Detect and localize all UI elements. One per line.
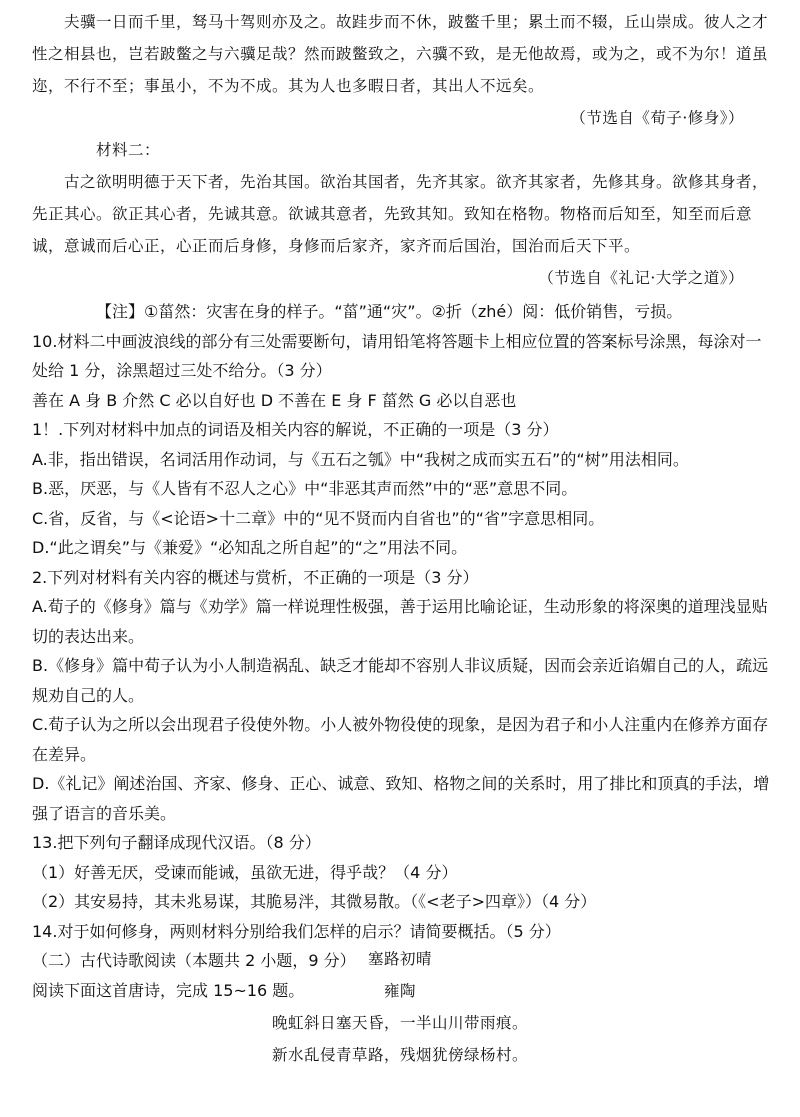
q14-stem: 14.对于如何修身，两则材料分别给我们怎样的启示？请简要概括。（5 分） [32,921,561,941]
material1-source: （节选自《荀子·修身》） [570,109,744,127]
q11-option-a: A.非，指出错误，名词活用作动词，与《五石之瓠》中“我树之成而实五石”的“树”用法相同。 [32,449,689,469]
section2-instruction: 阅读下面这首唐诗，完成 15~16 题。 [32,980,305,1000]
q13-sentence-1: （1）好善无厌，受谏而能诫，虽欲无进，得乎哉？（4 分） [32,862,458,882]
q12-option-d: D.《礼记》阐述治国、齐家、修身、正心、诚意、致知、格物之间的关系时，用了排比和顶真的手法，增强了语言的音乐美。 [32,774,770,823]
poem-block [200,943,600,1071]
q11-option-b: B.恶，厌恶，与《人皆有不忍人之心》中“非恶其声而然”中的“恶”意思不同。 [32,479,578,498]
q12-option-c: C.荀子认为之所以会出现君子役使外物。小人被外物役使的现象，是因为君子和小人注重内在修养方面存在差异。 [32,715,769,764]
q13-stem: 13.把下列句子翻译成现代汉语。（8 分） [32,833,321,852]
section2-heading: （二）古代诗歌阅读（本题共 2 小题，9 分） [32,951,356,970]
classical-text-block [32,6,774,294]
q12-option-b: B.《修身》篇中荀子认为小人制造祸乱、缺乏才能却不容别人非议质疑，因而会亲近谄媚自己的人，疏远规劝自己的人。 [32,656,769,705]
q13-sentence-2: （2）其安易持，其未兆易谋，其脆易泮，其微易散。（《<老子>四章》）（4 分） [32,892,597,911]
material2-source: （节选自《礼记·大学之道》） [538,269,744,287]
poem-title: 塞路初晴 [367,950,432,968]
material2-text: 古之欲明明德于天下者，先治其国。欲治其国者，先齐其家。欲齐其家者，先修其身。欲修其身者，先正其心。欲正其心者，先诚其意。欲诚其意者，先致其知。致知在格物。物格而后知至，知至而后意诚，意诚而后心正，心正而后身修，身修而后家齐，家齐而后国治，国治而后天下平。 [32,173,769,255]
material2-heading: 材料二： [96,141,161,159]
q11-stem: 1！.下列对材料中加点的词语及相关内容的解说，不正确的一项是（3 分） [32,420,559,439]
poem-author: 雍陶 [383,982,416,1000]
q10-stem: 10.材料二中画波浪线的部分有三处需要断句，请用铅笔将答题卡上相应位置的答案标号涂黑，每涂对一处给 1 分，涂黑超过三处不给分。（3 分） [32,331,762,380]
q11-option-c: C.省，反省，与《<论语>十二章》中的“见不贤而内自省也”的“省”字意思相同。 [32,508,605,528]
material1-text: 夫骥一日而千里，驽马十驾则亦及之。故跬步而不休，跛鳖千里；累土而不辍，丘山崇成。彼人之才性之相县也，岂若跛鳖之与六骥足哉？然而跛鳖致之，六骥不致，是无他故焉，或为之，或不为尔！道虽迩，不行不至；事虽小，不为不成。其为人也多暇日者，其出人不远矣。 [32,13,769,95]
q11-option-d: D.“此之谓矣”与《兼爱》“必知乱之所自起”的“之”用法不同。 [32,538,468,557]
annotation-note: 【注】①菑然：灾害在身的样子。“菑”通“灾”。②折（zhé）阅：低价销售，亏损。 [96,302,683,321]
questions-block [32,297,772,1005]
poem-line-2: 新水乱侵青草路，残烟犹傍绿杨村。 [271,1046,528,1064]
q10-options: 善在 A 身 B 介然 C 必以自好也 D 不善在 E 身 F 菑然 G 必以自恶也 [32,390,517,410]
q12-stem: 2.下列对材料有关内容的概述与赏析，不正确的一项是（3 分） [32,567,479,587]
poem-line-1: 晚虹斜日塞天昏，一半山川带雨痕。 [271,1014,528,1032]
q12-option-a: A.荀子的《修身》篇与《劝学》篇一样说理性极强，善于运用比喻论证，生动形象的将深奥的道理浅显贴切的表达出来。 [32,597,768,646]
